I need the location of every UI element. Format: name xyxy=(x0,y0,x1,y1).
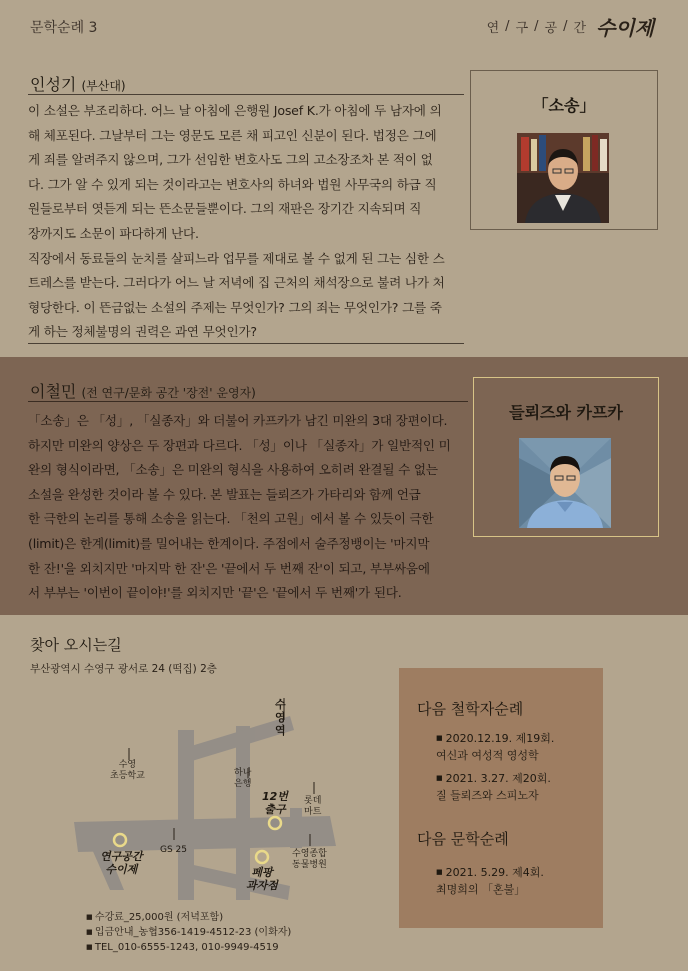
fee-notes xyxy=(86,910,291,955)
map-label-station xyxy=(275,698,286,737)
location-map xyxy=(60,690,360,910)
map-label-text: GS 25 xyxy=(160,845,187,855)
map-label-text: 페팡 과자점 xyxy=(246,866,278,892)
schedule-topic: 질 들뢰즈와 스피노자 xyxy=(436,789,539,802)
map-label-text: 수영종합 동물병원 xyxy=(292,849,327,870)
map-label-text: 12번 출구 xyxy=(262,790,288,816)
brand-char: 간 xyxy=(573,21,587,36)
page-header xyxy=(0,0,688,50)
brand: 연 / 구 / 공 / 간 수이제 xyxy=(487,12,654,41)
schedule-date: 2021. 3.27. 제20회. xyxy=(445,772,551,785)
directions-title: 찾아 오시는길 xyxy=(30,636,122,654)
text-line: 장까지도 소문이 파다하게 난다. xyxy=(28,225,199,241)
map-label-school xyxy=(110,760,145,782)
brand-char: 연 xyxy=(486,21,500,36)
speaker2-name: 이철민 xyxy=(30,382,77,401)
speaker2-heading xyxy=(30,379,256,402)
text-line: 직장에서 동료들의 눈치를 살피느라 업무를 제대로 볼 수 없게 된 그는 심한 스 xyxy=(28,250,445,266)
text-line: 트레스를 받는다. 그러다가 어느 날 저녁에 집 근처의 채석장으로 불려 나가 처 xyxy=(28,275,445,291)
speaker1-heading xyxy=(30,72,126,95)
map-label-lotte-mart xyxy=(304,796,321,818)
brand-char: 구 xyxy=(515,21,529,36)
schedule-item: ■ 2021. 3.27. 제20회. 질 들뢰즈와 스피노자 xyxy=(436,772,551,802)
schedule-date: 2020.12.19. 제19회. xyxy=(445,732,555,745)
map-label-text: 롯데 마트 xyxy=(304,796,322,817)
divider xyxy=(28,343,464,344)
schedule-item: ■ 2020.12.19. 제19회. 여신과 여성적 영성학 xyxy=(436,732,555,762)
speaker2-affiliation: (전 연구/문화 공간 '장전' 운영자) xyxy=(81,386,256,400)
text-line: 「소송」은 「성」, 「실종자」와 더불어 카프카가 남긴 미완의 3대 장편이다. xyxy=(28,413,448,428)
text-line: 이 소설은 부조리하다. 어느 날 아침에 은행원 Josef K.가 아침에 두 남자에 의 xyxy=(28,103,442,118)
schedule-box xyxy=(399,668,603,928)
text-line: 원들로부터 엿듣게 되는 뜬소문들뿐이다. 그의 재판은 장기간 지속되며 직 xyxy=(28,201,422,217)
speaker1-abstract xyxy=(28,99,464,345)
divider xyxy=(28,401,468,402)
text-line: 하지만 미완의 양상은 두 장편과 다르다. 「성」이나 「실종자」가 일반적인 미 xyxy=(28,437,451,453)
map-label-bakery xyxy=(246,866,278,892)
schedule-date: 2021. 5.29. 제4회. xyxy=(445,866,544,879)
map-label-text: 수 영 역 xyxy=(275,698,286,737)
speaker1-book-title: 「소송」 xyxy=(532,96,596,115)
philosopher-heading: 다음 철학자순례 xyxy=(417,700,524,718)
text-line: 완의 형식이라면, 「소송」은 미완의 형식을 사용하여 오히려 완결될 수 없는 xyxy=(28,462,438,478)
text-line: 게 죄를 알려주지 않으며, 그가 선임한 변호사도 그의 고소장조차 본 적이 없 xyxy=(28,152,433,168)
speaker1-name: 인성기 xyxy=(30,75,77,94)
literature-heading: 다음 문학순례 xyxy=(417,830,509,848)
note-item: ■ TEL_010-6555-1243, 010-9949-4519 xyxy=(86,940,291,955)
map-label-text: 하나 은행 xyxy=(234,768,252,789)
schedule-topic: 최명희의 「혼불」 xyxy=(436,883,526,896)
text-line: 게 하는 정체불명의 권력은 과연 무엇인가? xyxy=(28,324,257,340)
brand-logo: 수이제 xyxy=(596,16,654,40)
speaker2-book-title: 들뢰즈와 카프카 xyxy=(509,403,623,422)
divider xyxy=(28,94,464,95)
text-line: 소설을 완성한 것이라 볼 수 있다. 본 발표는 들뢰즈가 가타리와 함께 언급 xyxy=(28,486,421,502)
text-line: 한 잔!'을 외치지만 '마지막 한 잔'은 '끝에서 두 번째 잔'이 되고, 부부싸움에 xyxy=(28,560,430,576)
note-item: ■ 수강료_25,000원 (저녁포함) xyxy=(86,910,291,925)
map-label-bank xyxy=(234,768,251,790)
page-label: 문학순례 3 xyxy=(30,20,98,36)
map-label-exit12 xyxy=(262,790,288,816)
text-line: 서 부부는 '이번이 끝이야!'를 외치지만 '끝'은 '끝에서 두 번째'가 된다. xyxy=(28,585,402,601)
text-line: 한 극한의 논리를 통해 소송을 읽는다. 「천의 고원」에서 볼 수 있듯이 극한 xyxy=(28,511,434,527)
speaker1-affiliation: (부산대) xyxy=(81,79,126,93)
text-line: 형당한다. 이 뜬금없는 소설의 주제는 무엇인가? 그의 죄는 무엇인가? 그를 죽 xyxy=(28,299,442,315)
speaker2-book-box xyxy=(473,377,659,537)
map-label-text: 수영 초등학교 xyxy=(110,760,145,781)
text-line: 다. 그가 알 수 있게 되는 것이라고는 변호사의 하녀와 법원 사무국의 하급 직 xyxy=(28,176,437,192)
brand-char: 공 xyxy=(544,21,558,36)
speaker2-abstract xyxy=(28,409,468,606)
speaker1-book-box xyxy=(470,70,658,230)
schedule-topic: 여신과 여성적 영성학 xyxy=(436,749,539,762)
speaker1-photo xyxy=(517,133,609,223)
note-item: ■ 입금안내_농협356-1419-4512-23 (이화자) xyxy=(86,925,291,940)
map-label-research-space xyxy=(100,850,143,876)
text-line: 해 체포된다. 그날부터 그는 영문도 모른 채 피고인 신분이 된다. 법정은 그에 xyxy=(28,127,437,143)
schedule-item: ■ 2021. 5.29. 제4회. 최명희의 「혼불」 xyxy=(436,866,544,896)
directions-address: 부산광역시 수영구 광서로 24 (떡집) 2층 xyxy=(30,663,217,675)
text-line: (limit)은 한계(limit)를 밀어내는 한계이다. 주점에서 술주정뱅이는 '마지막 xyxy=(28,535,430,551)
map-label-gs25 xyxy=(160,845,187,856)
map-label-text: 연구공간 수이제 xyxy=(100,850,143,876)
speaker2-section xyxy=(0,357,688,615)
speaker2-photo xyxy=(519,438,611,528)
map-label-hospital xyxy=(292,849,327,871)
